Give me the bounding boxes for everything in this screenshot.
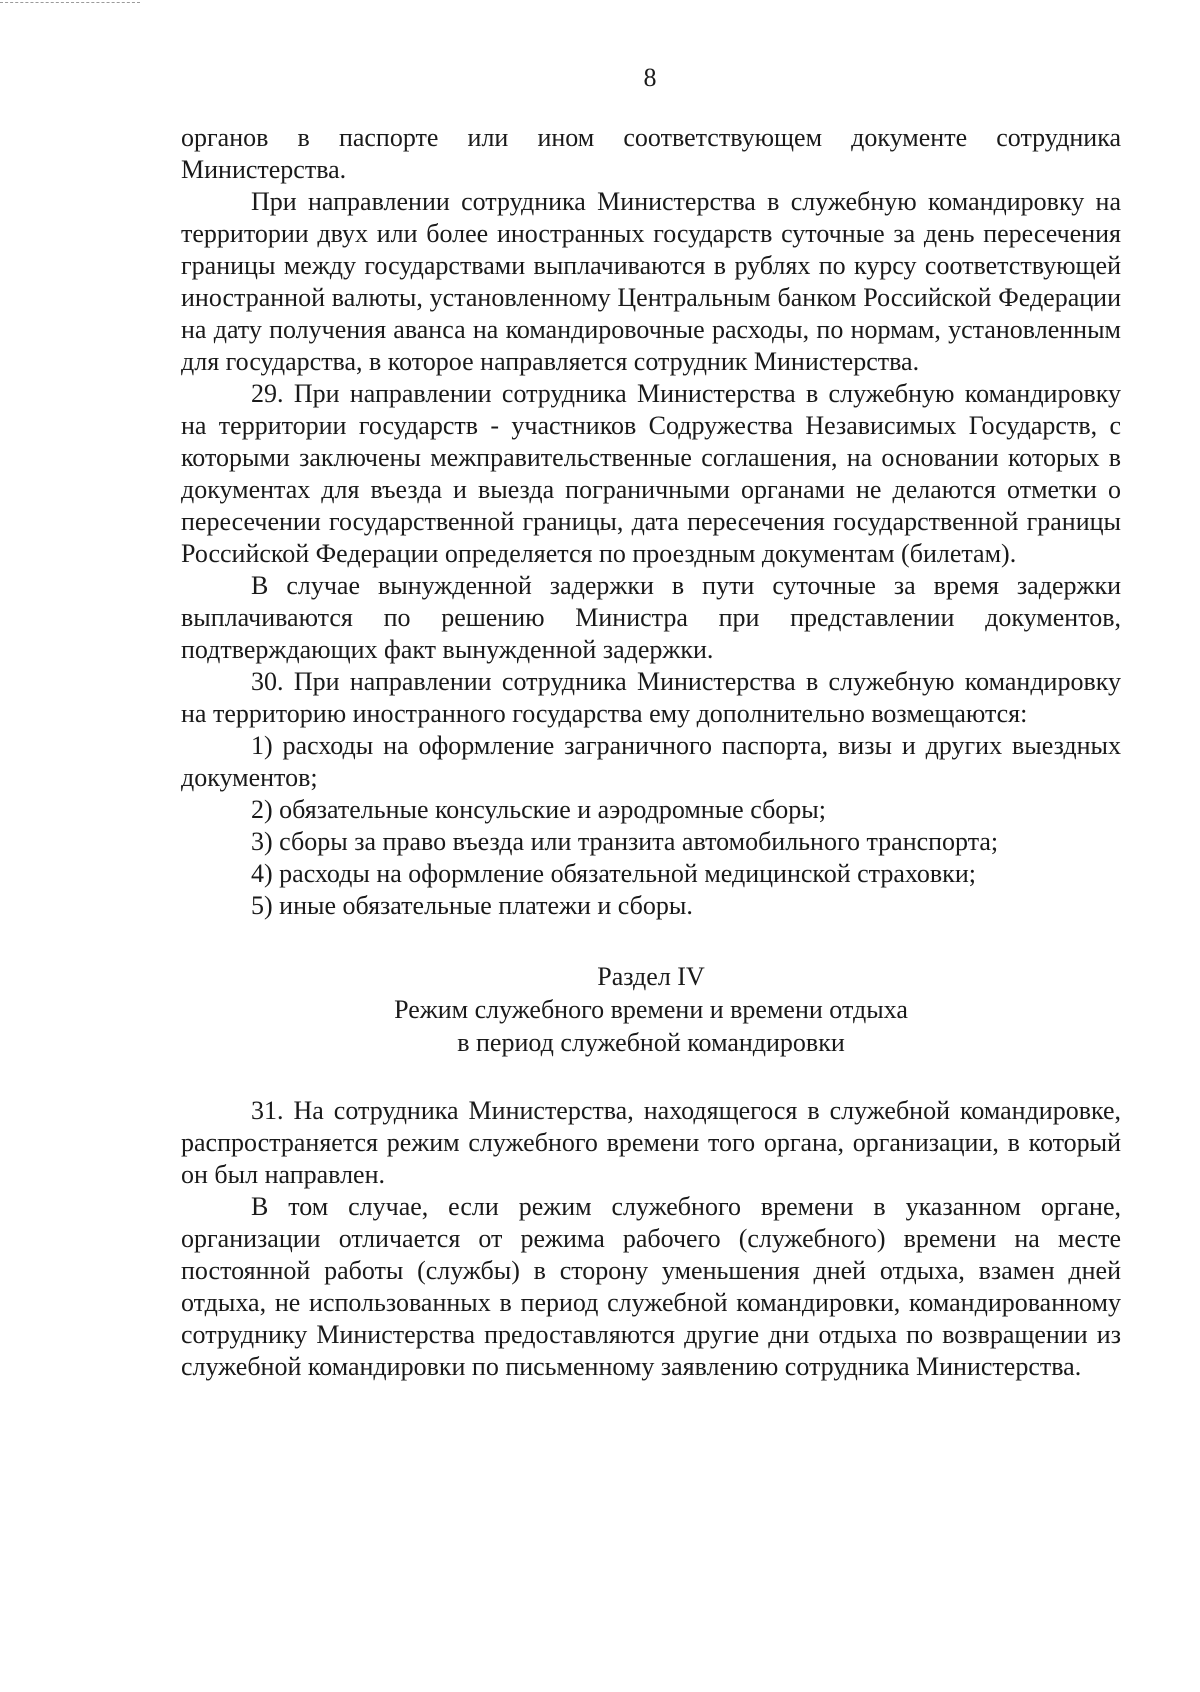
list-item-1: 1) расходы на оформление заграничного паспорта, визы и других выездных документов;	[181, 731, 1121, 792]
list-item-4: 4) расходы на оформление обязательной медицинской страховки;	[251, 859, 976, 888]
scan-artifact-line	[0, 2, 140, 4]
page-number: 8	[643, 63, 657, 92]
document-body	[181, 122, 1121, 1383]
list-item-5: 5) иные обязательные платежи и сборы.	[251, 891, 693, 920]
paragraph-item-30: 30. При направлении сотрудника Министерства в служебную командировку на территорию иностранного государства ему дополнительно возмещаются:	[181, 667, 1121, 728]
paragraph-item-29: 29. При направлении сотрудника Министерства в служебную командировку на территории государств - участников Содружества Независимых Государств, с которыми заключены межправительственные соглашения, на основании которых в документах для въезда и выезда пограничными органами не делаются отметки о пересечении государственной границы, дата пересечения государственной границы Российской Федерации определяется по проездным документам (билетам).	[181, 379, 1121, 568]
paragraph-rest-days: В том случае, если режим служебного времени в указанном органе, организации отличается от режима рабочего (служебного) времени на месте постоянной работы (службы) в сторону уменьшения дней отдыха, взамен дней отдыха, не использованных в период служебной командировки, командированному сотруднику Министерства предоставляются другие дни отдыха по возвращении из служебной командировки по письменному заявлению сотрудника Министерства.	[181, 1192, 1121, 1381]
list-item-2: 2) обязательные консульские и аэродромные сборы;	[251, 795, 826, 824]
list-item-3: 3) сборы за право въезда или транзита автомобильного транспорта;	[251, 827, 999, 856]
section-heading	[181, 960, 1121, 1059]
paragraph-item-31: 31. На сотрудника Министерства, находящегося в служебной командировке, распространяется режим служебного времени того органа, организации, в который он был направлен.	[181, 1096, 1121, 1189]
section-label: Раздел IV	[597, 962, 705, 991]
paragraph-forced-delay: В случае вынужденной задержки в пути суточные за время задержки выплачиваются по решению Министра при представлении документов, подтверждающих факт вынужденной задержки.	[181, 571, 1121, 664]
section-title-line-2: в период служебной командировки	[457, 1028, 845, 1057]
paragraph-multi-country-trip: При направлении сотрудника Министерства в служебную командировку на территории двух или более иностранных государств суточные за день пересечения границы между государствами выплачиваются в рублях по курсу соответствующей иностранной валюты, установленному Центральным банком Российской Федерации на дату получения аванса на командировочные расходы, по нормам, установленным для государства, в которое направляется сотрудник Министерства.	[181, 187, 1121, 376]
paragraph-continuation: органов в паспорте или ином соответствующем документе сотрудника Министерства.	[181, 123, 1121, 184]
section-title-line-1: Режим служебного времени и времени отдыха	[394, 995, 908, 1024]
